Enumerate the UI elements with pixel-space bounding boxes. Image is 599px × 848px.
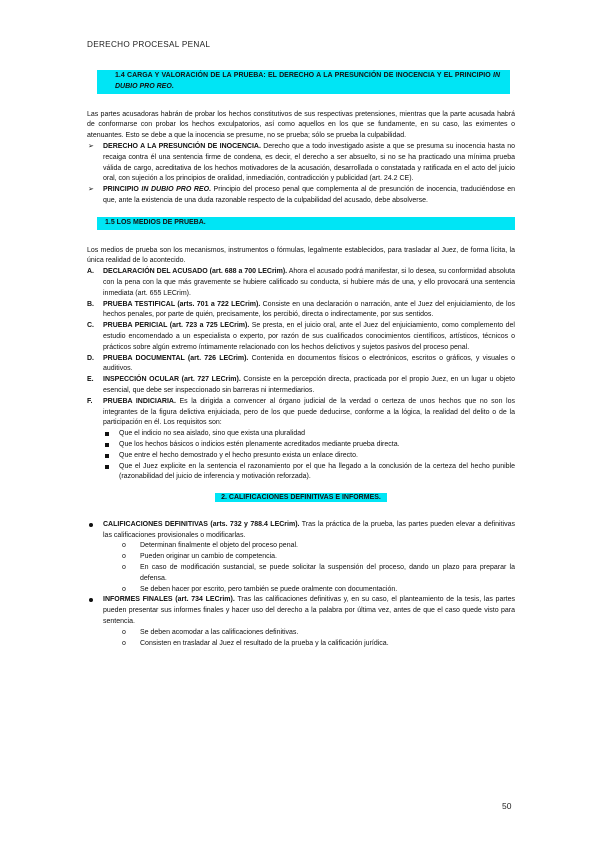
bullet-label: DERECHO A LA PRESUNCIÓN DE INOCENCIA. <box>103 142 261 150</box>
section-1-5-title: 1.5 LOS MEDIOS DE PRUEBA. <box>87 217 515 230</box>
bullet-text: Tras la práctica de la prueba, las partes pueden elevar a definitivas las calificaciones provisionales o modificarlas. <box>103 520 515 539</box>
item-letter: F. <box>87 397 93 405</box>
sub-item-text: Se deben hacer por escrito, pero también se puede oralmente con documentación. <box>140 585 398 593</box>
circle-bullet-icon: o <box>122 553 126 561</box>
section-1-4-title-end: . <box>171 82 174 90</box>
sub-item-text: En caso de modificación sustancial, se puede solicitar la suspensión del proceso, dando un plazo para preparar la defensa. <box>140 564 515 582</box>
item-label: PRUEBA TESTIFICAL (arts. 701 a 722 LECrim). <box>103 300 261 308</box>
requirement-text: Que los hechos básicos o indicios estén plenamente acreditados mediante prueba directa. <box>119 440 400 448</box>
item-label: DECLARACIÓN DEL ACUSADO (art. 688 a 700 LECrim). <box>103 268 288 276</box>
informes-sublist <box>87 628 515 650</box>
bullet-text: Tras las calificaciones definitivas y, en su caso, el planteamiento de la tesis, las partes pueden presentar sus informes finales y hacer uso del derecho a la palabra por última vez, antes de que el caso quede visto para sentencia. <box>103 596 515 626</box>
bullet-text: Derecho que a todo investigado asiste a que se presuma su inocencia hasta no recaiga contra él una sentencia firme de condena, es decir, el derecho a ser absuelto, si no se ha practicado una mínima prueba válida de cargo, acreditativa de los hechos motivadores de la acusación, desarrollada o constatada y ratificada en el acto del juicio oral, con sujeción a los principios de oralidad, inmediación, contradicción y publicidad (art. 24.2 CE). <box>103 142 515 183</box>
section-1-4-title <box>87 70 515 94</box>
section-1-4-title-main: 1.4 CARGA Y VALORACIÓN DE LA PRUEBA: EL DERECHO A LA PRESUNCIÓN DE INOCENCIA Y EL PRINCIPIO <box>115 72 493 79</box>
item-label: PRUEBA DOCUMENTAL (art. 726 LECrim). <box>103 354 249 362</box>
sub-item-text: Se deben acomodar a las calificaciones definitivas. <box>140 628 299 636</box>
bullet-label: PRINCIPIO IN DUBIO PRO REO. <box>103 186 211 194</box>
requirement-item <box>87 440 515 451</box>
item-text: Es la dirigida a convencer al órgano judicial de la verdad o certeza de unos hechos que no son los integrantes de la figura delictiva enjuiciada, pero de los que puede deducirse, conforme a la lógica, la realidad del delito o de la participación en él. Los requisitos son: <box>103 397 515 427</box>
sub-item <box>87 628 515 639</box>
means-of-proof-list <box>87 267 515 429</box>
circle-bullet-icon: o <box>122 628 126 636</box>
list-item <box>87 595 515 627</box>
list-item <box>87 142 515 185</box>
sub-item-text: Consisten en trasladar al Juez el resultado de la prueba y la calificación jurídica. <box>140 639 389 647</box>
item-text: Contenida en documentos físicos o electrónicos, escritos o gráficos, y visuales o auditivos. <box>103 354 515 373</box>
requirement-item <box>87 451 515 462</box>
lettered-item <box>87 354 515 376</box>
list-item <box>87 520 515 542</box>
requirement-text: Que el indicio no sea aislado, sino que exista una pluralidad <box>119 430 306 438</box>
square-bullet-icon <box>105 465 109 469</box>
sub-item-text: Pueden originar un cambio de competencia. <box>140 553 277 561</box>
page-content <box>87 70 515 649</box>
lettered-item <box>87 300 515 322</box>
item-label: INSPECCIÓN OCULAR (art. 727 LECrim). <box>103 376 241 384</box>
bullet-dot-icon <box>89 523 93 527</box>
bullet-label: CALIFICACIONES DEFINITIVAS (arts. 732 y 788.4 LECrim). <box>103 520 300 528</box>
bullet-label: INFORMES FINALES (art. 734 LECrim). <box>103 596 235 604</box>
sub-item <box>87 552 515 563</box>
item-letter: A. <box>87 268 94 276</box>
requirement-item <box>87 429 515 440</box>
square-bullet-icon <box>105 443 109 447</box>
item-letter: E. <box>87 376 94 384</box>
item-text: Consiste en la percepción directa, practicada por el propio Juez, en un lugar u objeto esencial, que debe ser inspeccionado sin barreras ni intermediarios. <box>103 376 515 394</box>
item-letter: D. <box>87 354 94 362</box>
sub-item-text: Determinan finalmente el objeto del proceso penal. <box>140 542 298 550</box>
calificaciones-sublist <box>87 541 515 595</box>
lettered-item <box>87 267 515 299</box>
section-1-5-intro: Los medios de prueba son los mecanismos, instrumentos o fórmulas, legalmente establecidos, para trasladar al Juez, de forma lícita, la única realidad de lo acontecido. <box>87 246 515 265</box>
item-text: Se presta, en el juicio oral, ante el Juez del enjuiciamiento, como complemento del estudio encomendado a un especialista o experto, por razón de sus cualificados conocimientos científicos, artísticos, técnicos o prácticos sobre algún extremo íntimamente relacionado con los hechos delictivos y sujetos pasivos del proceso penal. <box>103 322 515 351</box>
arrow-bullet-icon: ➢ <box>88 142 94 150</box>
circle-bullet-icon: o <box>122 542 126 550</box>
requirements-list <box>87 429 515 483</box>
square-bullet-icon <box>105 454 109 458</box>
page-number: 50 <box>502 801 512 811</box>
section-1-4-intro: Las partes acusadoras habrán de probar los hechos constitutivos de sus respectivas pretensiones, mientras que la parte acusada habrá de conformarse con probar los hechos exculpatorios, así como aquellos en los que se fundamente, en su caso, las eximentes o atenuantes. Esto se debe a que la inocencia se presume, no se prueba; sólo se prueba la culpabilidad. <box>87 110 515 140</box>
lettered-item <box>87 375 515 397</box>
lettered-item <box>87 397 515 429</box>
circle-bullet-icon: o <box>122 585 126 593</box>
circle-bullet-icon: o <box>122 564 126 572</box>
bullet-dot-icon <box>89 598 93 602</box>
sub-item <box>87 541 515 552</box>
requirement-text: Que entre el hecho demostrado y el hecho presunto exista un enlace directo. <box>119 451 358 459</box>
sub-item <box>87 585 515 596</box>
requirement-text: Que el Juez explicite en la sentencia el razonamiento por el que ha llegado a la conclusión de la certeza del hecho punible (razonabilidad del juicio de inferencia y motivación reforzada). <box>119 462 515 481</box>
running-header: DERECHO PROCESAL PENAL <box>87 40 211 49</box>
bullet-text: Principio del proceso penal que complementa al de presunción de inocencia, traduciéndose en que, ante la existencia de una duda razonable respecto de la culpabilidad del acusado, debe absolverse. <box>103 186 515 204</box>
list-item <box>87 185 515 207</box>
item-letter: C. <box>87 322 94 330</box>
section-2-title: 2. CALIFICACIONES DEFINITIVAS E INFORMES. <box>87 493 515 504</box>
requirement-item <box>87 462 515 484</box>
sub-item <box>87 639 515 650</box>
item-text: Consiste en una declaración o narración, ante el Juez del enjuiciamiento, de los hechos penales, por parte de quién, precisamente, los percibió, directa o indirectamente, por sus sentidos. <box>103 300 515 319</box>
section-1-4-title-italic: IN DUBIO PRO REO <box>115 72 500 90</box>
lettered-item <box>87 321 515 353</box>
arrow-bullet-icon: ➢ <box>88 186 94 194</box>
square-bullet-icon <box>105 432 109 436</box>
item-text: Ahora el acusado podrá manifestar, si lo desea, su conformidad absoluta con la pena con la que más gravemente se hubiere calificado su conducta, si hubiere más de una, y ello provocará una sentencia inmediata (art. 655 LECrim). <box>103 268 516 297</box>
item-label: PRUEBA INDICIARIA. <box>103 397 176 405</box>
circle-bullet-icon: o <box>122 639 126 647</box>
item-letter: B. <box>87 300 94 308</box>
item-label: PRUEBA PERICIAL (art. 723 a 725 LECrim). <box>103 322 250 330</box>
sub-item <box>87 563 515 585</box>
